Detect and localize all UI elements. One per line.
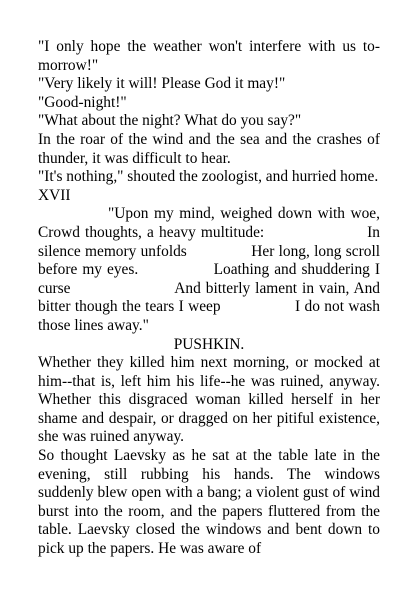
dialogue-line: "I only hope the weather won't interfere with us to-morrow!" xyxy=(38,38,380,74)
chapter-heading: XVII xyxy=(38,186,71,204)
body-paragraph: Whether they killed him next morning, or mocked at him--that is, left him his life--he was ruined, anyway. Whether this disgraced woman killed herself in her shame and despair, or dragged on her pitiful existence, she was ruined anyway. xyxy=(38,354,380,446)
narrative-paragraph: In the roar of the wind and the sea and the crashes of thunder, it was difficult to hear. xyxy=(38,130,380,167)
dialogue-line: "What about the night? What do you say?" xyxy=(38,112,302,130)
epigraph-author: PUSHKIN. xyxy=(173,335,245,353)
dialogue-line: "Very likely it will! Please God it may!" xyxy=(38,75,286,93)
epigraph-poem: "Upon my mind, weighed down with woe, Crowd thoughts, a heavy multitude: In silence memory unfolds Her long, long scroll before my eyes. Loathing and shuddering I curse And bitterly lament in vain, And bitter though the tears I weep I do not wash those lines away." xyxy=(38,205,384,334)
dialogue-line: "It's nothing," shouted the zoologist, and hurried home. xyxy=(38,168,379,186)
document-page xyxy=(38,38,384,559)
body-paragraph: So thought Laevsky as he sat at the table late in the evening, still rubbing his hands. The windows suddenly blew open with a bang; a violent gust of wind burst into the room, and the papers fluttered from the table. Laevsky closed the windows and bent down to pick up the papers. He was aware of xyxy=(38,447,380,558)
dialogue-line: "Good-night!" xyxy=(38,93,127,111)
